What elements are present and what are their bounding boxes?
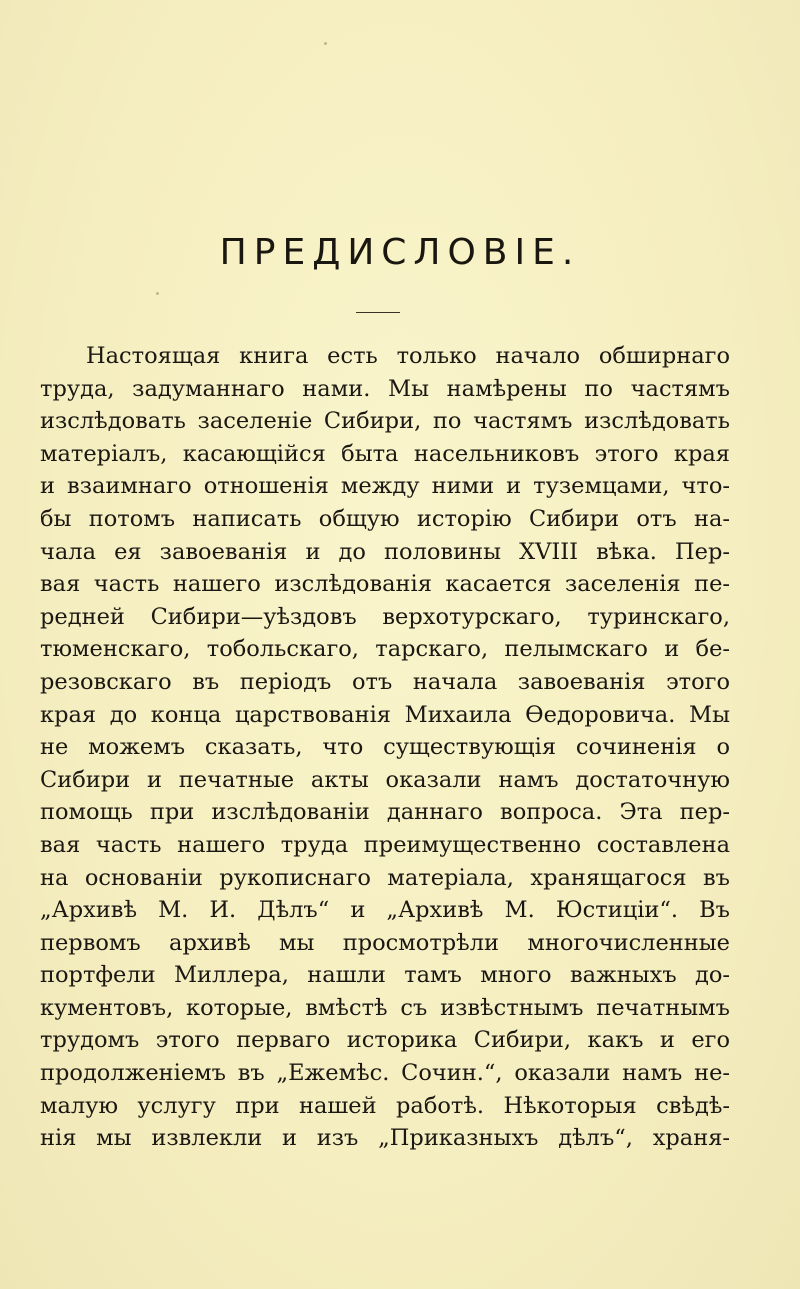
text-line: матеріалъ, касающійся быта насельниковъ этого края — [40, 440, 730, 467]
text-line: не можемъ сказать, что существующія сочиненія о — [40, 734, 730, 761]
text-line: труда, задуманнаго нами. Мы намѣрены по частямъ — [40, 375, 730, 402]
text-line: Сибири и печатные акты оказали намъ достаточную — [40, 766, 730, 793]
text-line: чала ея завоеванія и до половины XVIII вѣка. Пер- — [40, 538, 730, 565]
text-line: трудомъ этого перваго историка Сибири, какъ и его — [40, 1027, 730, 1054]
page-title: ПРЕДИСЛОВІЕ. — [219, 232, 581, 273]
text-line: Настоящая книга есть только начало обширнаго — [86, 343, 730, 369]
text-line: бы потомъ написать общую исторію Сибири отъ на- — [40, 505, 730, 532]
text-line: нія мы извлекли и изъ „Приказныхъ дѣлъ“, храня- — [40, 1125, 730, 1152]
paper-speck — [156, 292, 159, 295]
text-line: резовскаго въ періодъ отъ начала завоеванія этого — [40, 668, 730, 695]
text-line: изслѣдовать заселеніе Сибири, по частямъ изслѣдовать — [40, 408, 730, 435]
text-line: вая часть нашего труда преимущественно составлена — [40, 831, 730, 858]
text-line: тюменскаго, тобольскаго, тарскаго, пелымскаго и бе- — [40, 636, 730, 663]
text-line: и взаимнаго отношенія между ними и туземцами, что- — [40, 473, 730, 500]
text-line: первомъ архивѣ мы просмотрѣли многочисленные — [40, 929, 730, 956]
paper-speck — [324, 42, 327, 45]
text-line: малую услугу при нашей работѣ. Нѣкоторыя свѣдѣ- — [40, 1092, 730, 1119]
text-line: „Архивѣ М. И. Дѣлъ“ и „Архивѣ М. Юстиціи“. Въ — [40, 897, 730, 924]
text-line: портфели Миллера, нашли тамъ много важныхъ до- — [40, 962, 730, 989]
preface-paragraph — [40, 340, 730, 1155]
text-line: кументовъ, которые, вмѣстѣ съ извѣстнымъ печатнымъ — [40, 994, 730, 1021]
text-line: редней Сибири—уѣздовъ верхотурскаго, туринскаго, — [40, 603, 730, 630]
text-line: помощь при изслѣдованіи даннаго вопроса. Эта пер- — [40, 799, 730, 826]
title-divider — [356, 312, 400, 313]
text-line: края до конца царствованія Михаила Ѳедоровича. Мы — [40, 701, 730, 728]
text-line: продолженіемъ въ „Ежемѣс. Сочин.“, оказали намъ не- — [40, 1060, 730, 1087]
text-line: на основаніи рукописнаго матеріала, хранящагося въ — [40, 864, 730, 891]
text-line: вая часть нашего изслѣдованія касается заселенія пе- — [40, 571, 730, 598]
